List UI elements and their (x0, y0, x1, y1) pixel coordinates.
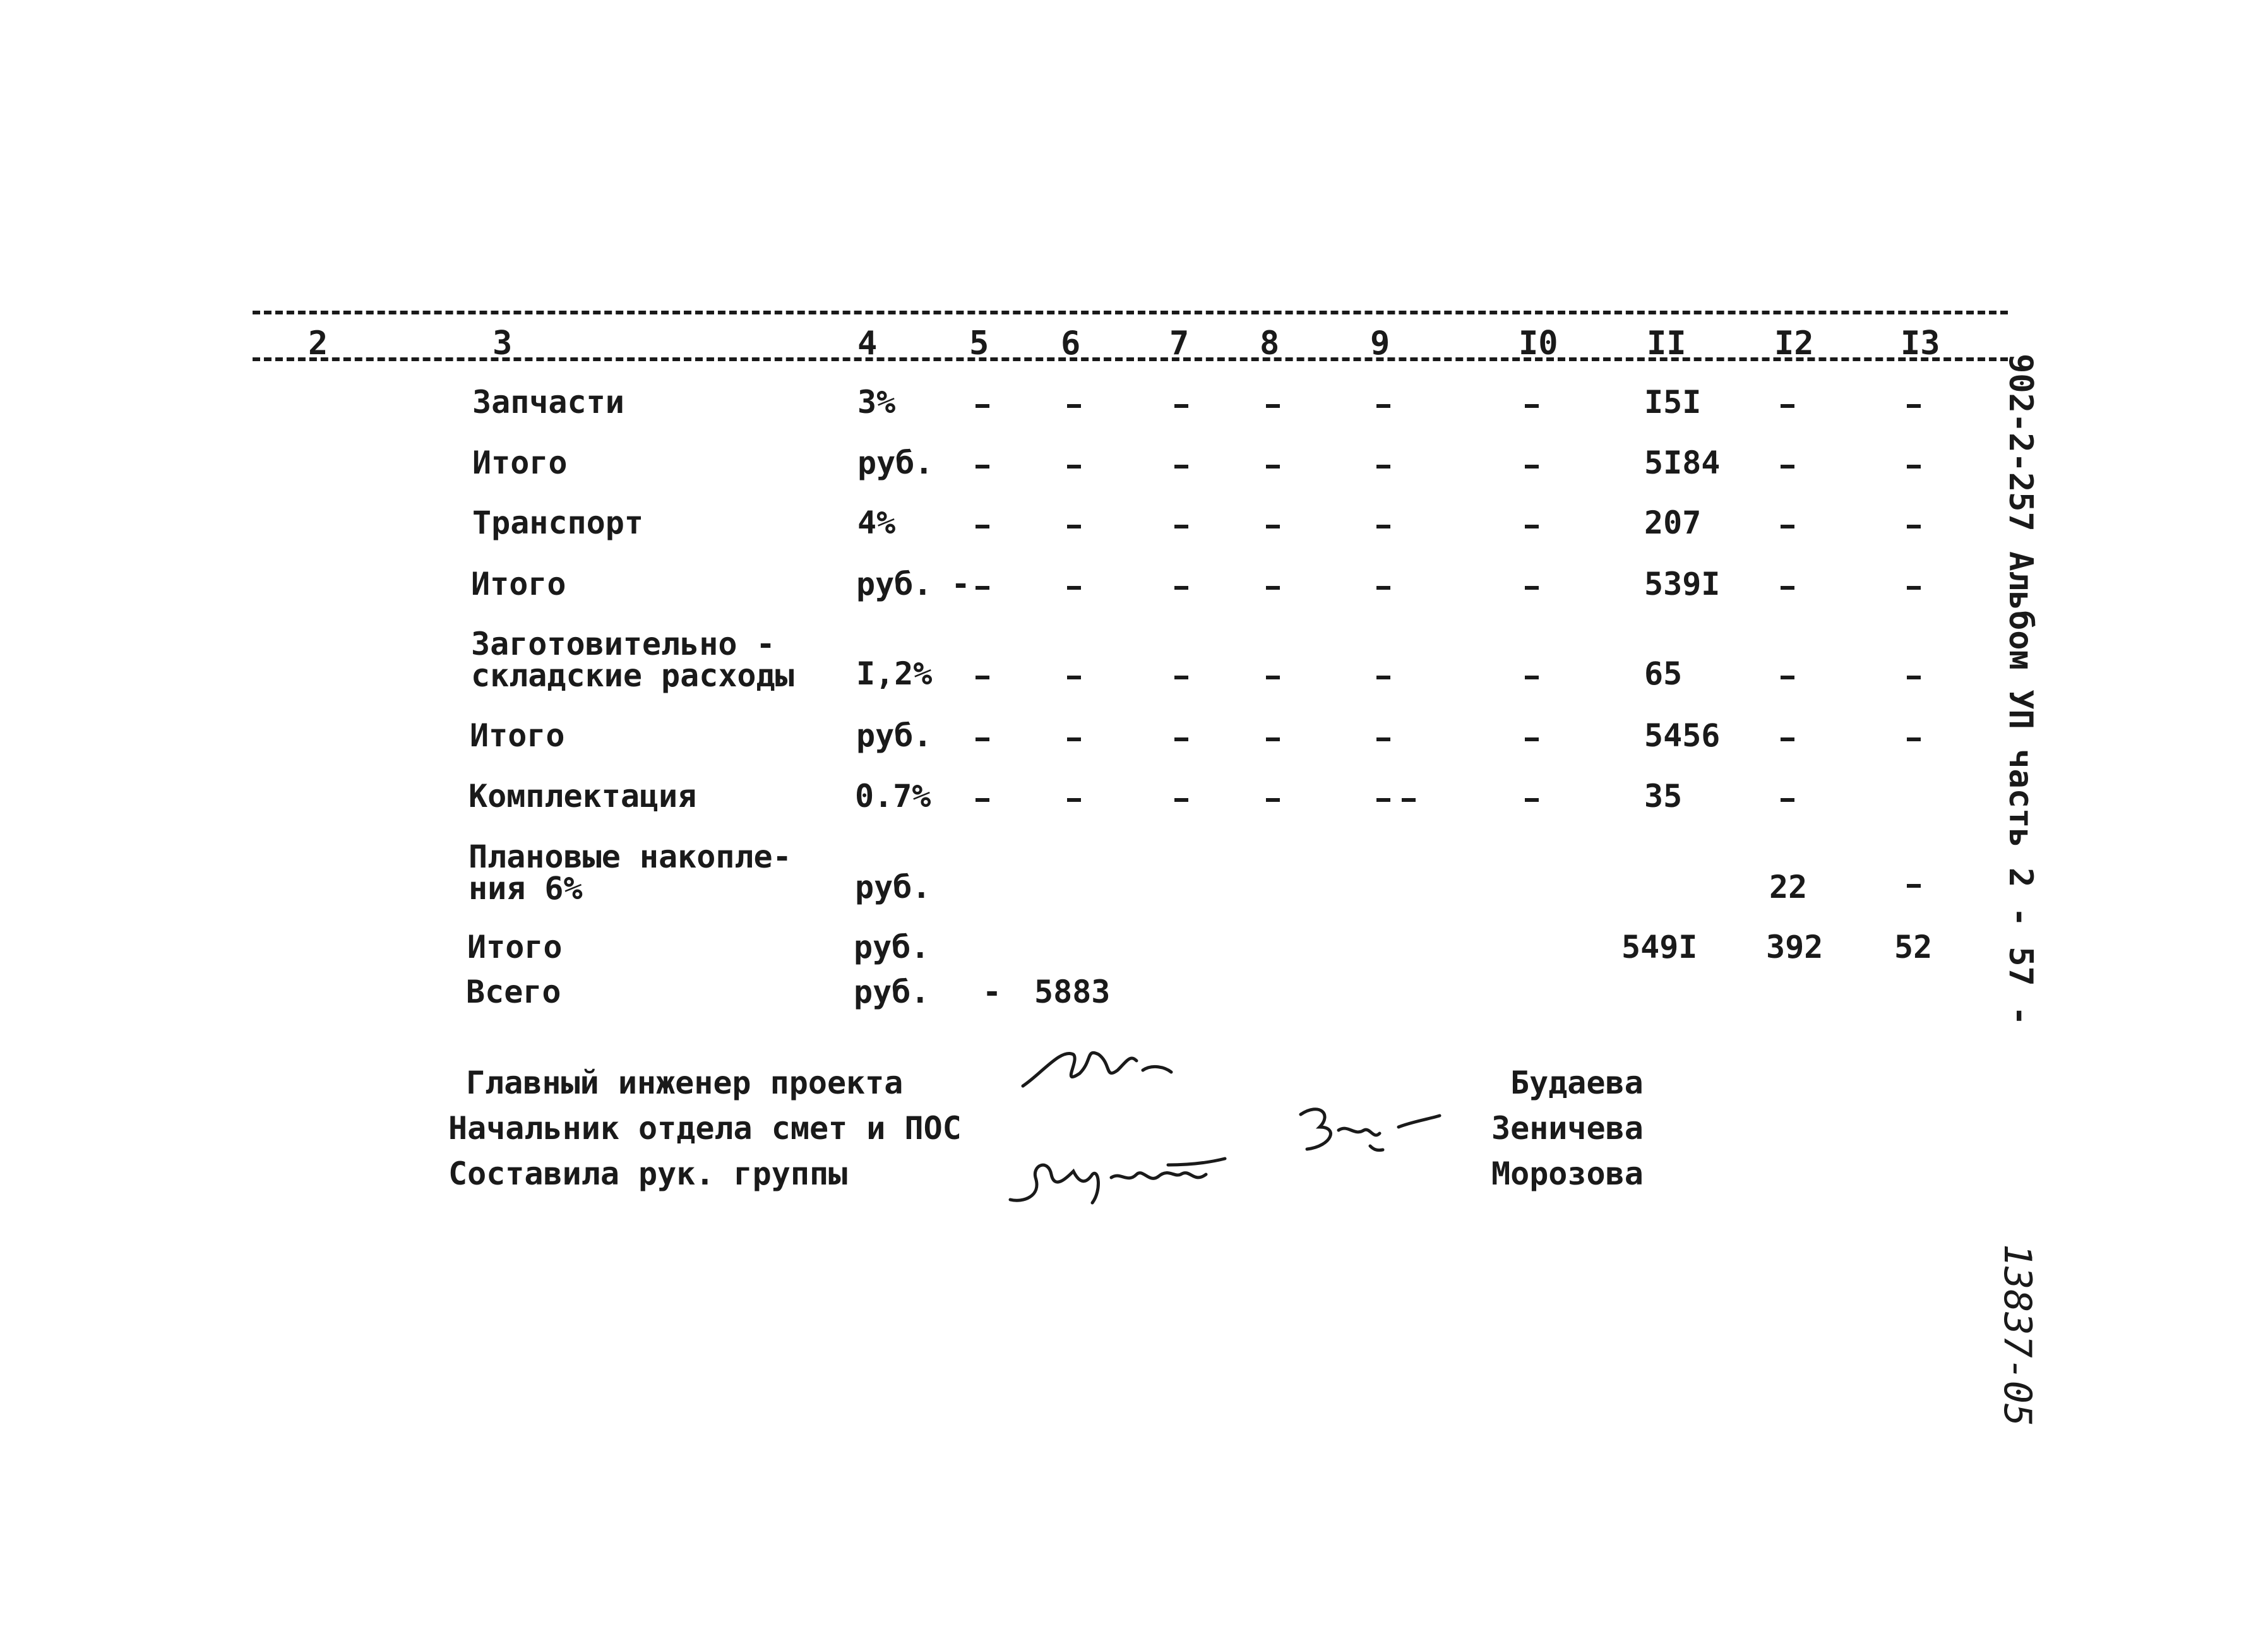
row-label-line2: складские расходы (471, 657, 794, 694)
row-unit: руб. (857, 445, 934, 481)
row-label-line2: ния 6% (469, 870, 583, 907)
empty-cell-dash (1781, 676, 1794, 679)
row-unit: руб. - (856, 566, 970, 602)
signature-role: Начальник отдела смет и ПОС (448, 1110, 962, 1147)
col-header-8: 8 (1260, 325, 1280, 362)
empty-cell-dash (1907, 676, 1921, 679)
empty-cell-dash (1907, 586, 1921, 590)
row-label: Всего (466, 974, 561, 1010)
row-dash: - (982, 974, 1002, 1010)
empty-cell-dash (1525, 676, 1539, 679)
row-col11: 5I84 (1644, 445, 1721, 481)
row-label-line1: Заготовительно - (471, 626, 775, 662)
empty-cell-dash (1907, 884, 1921, 888)
col-header-11: II (1647, 325, 1686, 362)
empty-cell-dash (1376, 404, 1390, 408)
col-header-4: 4 (857, 325, 878, 362)
row-label: Итого (470, 717, 565, 754)
empty-cell-dash (1781, 525, 1794, 528)
empty-cell-dash (1266, 586, 1280, 590)
empty-cell-dash (1525, 525, 1539, 528)
row-label-line1: Плановые накопле- (469, 838, 792, 875)
empty-cell-dash (1174, 465, 1188, 468)
row-label: Итого (472, 445, 568, 481)
row-col11: 539I (1644, 566, 1721, 602)
signature-person: Морозова (1491, 1155, 1644, 1192)
empty-cell-dash (1525, 465, 1539, 468)
col-header-5: 5 (969, 325, 989, 362)
empty-cell-dash (1907, 525, 1921, 528)
row-col11: I5I (1644, 384, 1702, 421)
empty-cell-dash (976, 586, 989, 590)
handwritten-signature-2 (1294, 1095, 1446, 1165)
col-header-12: I2 (1774, 325, 1814, 362)
empty-cell-dash (976, 737, 989, 741)
empty-cell-dash (1067, 798, 1081, 802)
col-header-10: I0 (1519, 325, 1558, 362)
empty-cell-dash (1266, 404, 1280, 408)
empty-cell-dash (1376, 676, 1390, 679)
empty-cell-dash (976, 525, 989, 528)
empty-cell-dash (1067, 404, 1081, 408)
empty-cell-dash (1266, 676, 1280, 679)
row-col12: 392 (1766, 929, 1823, 965)
col-header-13: I3 (1901, 325, 1940, 362)
row-label: Комплектация (469, 778, 697, 815)
empty-cell-dash (1376, 465, 1390, 468)
signature-person: Будаева (1510, 1065, 1644, 1101)
col-header-6: 6 (1061, 325, 1081, 362)
col-header-7: 7 (1169, 325, 1190, 362)
row-label: Запчасти (472, 384, 624, 421)
row-unit: руб. (854, 974, 930, 1010)
empty-cell-dash (1174, 586, 1188, 590)
empty-cell-dash (1174, 525, 1188, 528)
row-unit: 4% (857, 504, 896, 541)
row-col6: 5883 (1034, 974, 1111, 1010)
row-unit: руб. (854, 929, 930, 965)
empty-cell-dash (1907, 465, 1921, 468)
empty-cell-dash (1525, 586, 1539, 590)
row-label: Транспорт (472, 504, 643, 541)
empty-cell-dash (1067, 525, 1081, 528)
empty-cell-dash (1376, 525, 1390, 528)
row-col12: 22 (1769, 869, 1808, 905)
empty-cell-dash (1402, 798, 1416, 802)
empty-cell-dash (1376, 586, 1390, 590)
empty-cell-dash (976, 404, 989, 408)
row-col11: 5456 (1644, 717, 1721, 754)
empty-cell-dash (1781, 737, 1794, 741)
row-label: Итого (467, 929, 563, 965)
row-col11: 549I (1621, 929, 1698, 965)
empty-cell-dash (1781, 586, 1794, 590)
empty-cell-dash (1525, 798, 1539, 802)
empty-cell-dash (1781, 798, 1794, 802)
empty-cell-dash (1525, 737, 1539, 741)
empty-cell-dash (976, 676, 989, 679)
empty-cell-dash (1525, 404, 1539, 408)
empty-cell-dash (1067, 737, 1081, 741)
header-bottom-rule (253, 357, 2008, 361)
row-unit: руб. (855, 869, 931, 905)
header-top-rule (253, 311, 2008, 314)
empty-cell-dash (1266, 737, 1280, 741)
handwritten-signature-1 (1017, 1035, 1181, 1105)
empty-cell-dash (1781, 465, 1794, 468)
empty-cell-dash (1266, 465, 1280, 468)
empty-cell-dash (1067, 676, 1081, 679)
empty-cell-dash (1174, 798, 1188, 802)
signature-role: Главный инженер проекта (466, 1065, 904, 1101)
col-header-2: 2 (308, 325, 328, 362)
empty-cell-dash (1907, 404, 1921, 408)
empty-cell-dash (1376, 737, 1390, 741)
row-col11: 207 (1644, 504, 1702, 541)
row-unit: 0.7% (855, 778, 931, 815)
empty-cell-dash (1376, 798, 1390, 802)
empty-cell-dash (1174, 404, 1188, 408)
signature-role: Составила рук. группы (448, 1155, 848, 1192)
empty-cell-dash (1266, 525, 1280, 528)
signature-person: Зеничева (1491, 1110, 1644, 1147)
empty-cell-dash (1067, 465, 1081, 468)
row-label: Итого (471, 566, 566, 602)
empty-cell-dash (1067, 586, 1081, 590)
row-col11: 65 (1644, 655, 1683, 692)
empty-cell-dash (1781, 404, 1794, 408)
row-col11: 35 (1644, 778, 1683, 815)
empty-cell-dash (1266, 798, 1280, 802)
handwritten-signature-3 (1004, 1140, 1231, 1215)
col-header-9: 9 (1370, 325, 1390, 362)
empty-cell-dash (976, 465, 989, 468)
empty-cell-dash (976, 798, 989, 802)
empty-cell-dash (1907, 737, 1921, 741)
col-header-3: 3 (492, 325, 513, 362)
row-unit: I,2% (856, 655, 933, 692)
inventory-number: 13837-05 (1995, 1244, 2039, 1426)
empty-cell-dash (1174, 676, 1188, 679)
row-unit: руб. (856, 717, 933, 754)
album-reference: 902-2-257 Альбом УП часть 2 - 57 - (2002, 354, 2039, 1026)
row-col13: 52 (1894, 929, 1933, 965)
empty-cell-dash (1174, 737, 1188, 741)
row-unit: 3% (857, 384, 896, 421)
